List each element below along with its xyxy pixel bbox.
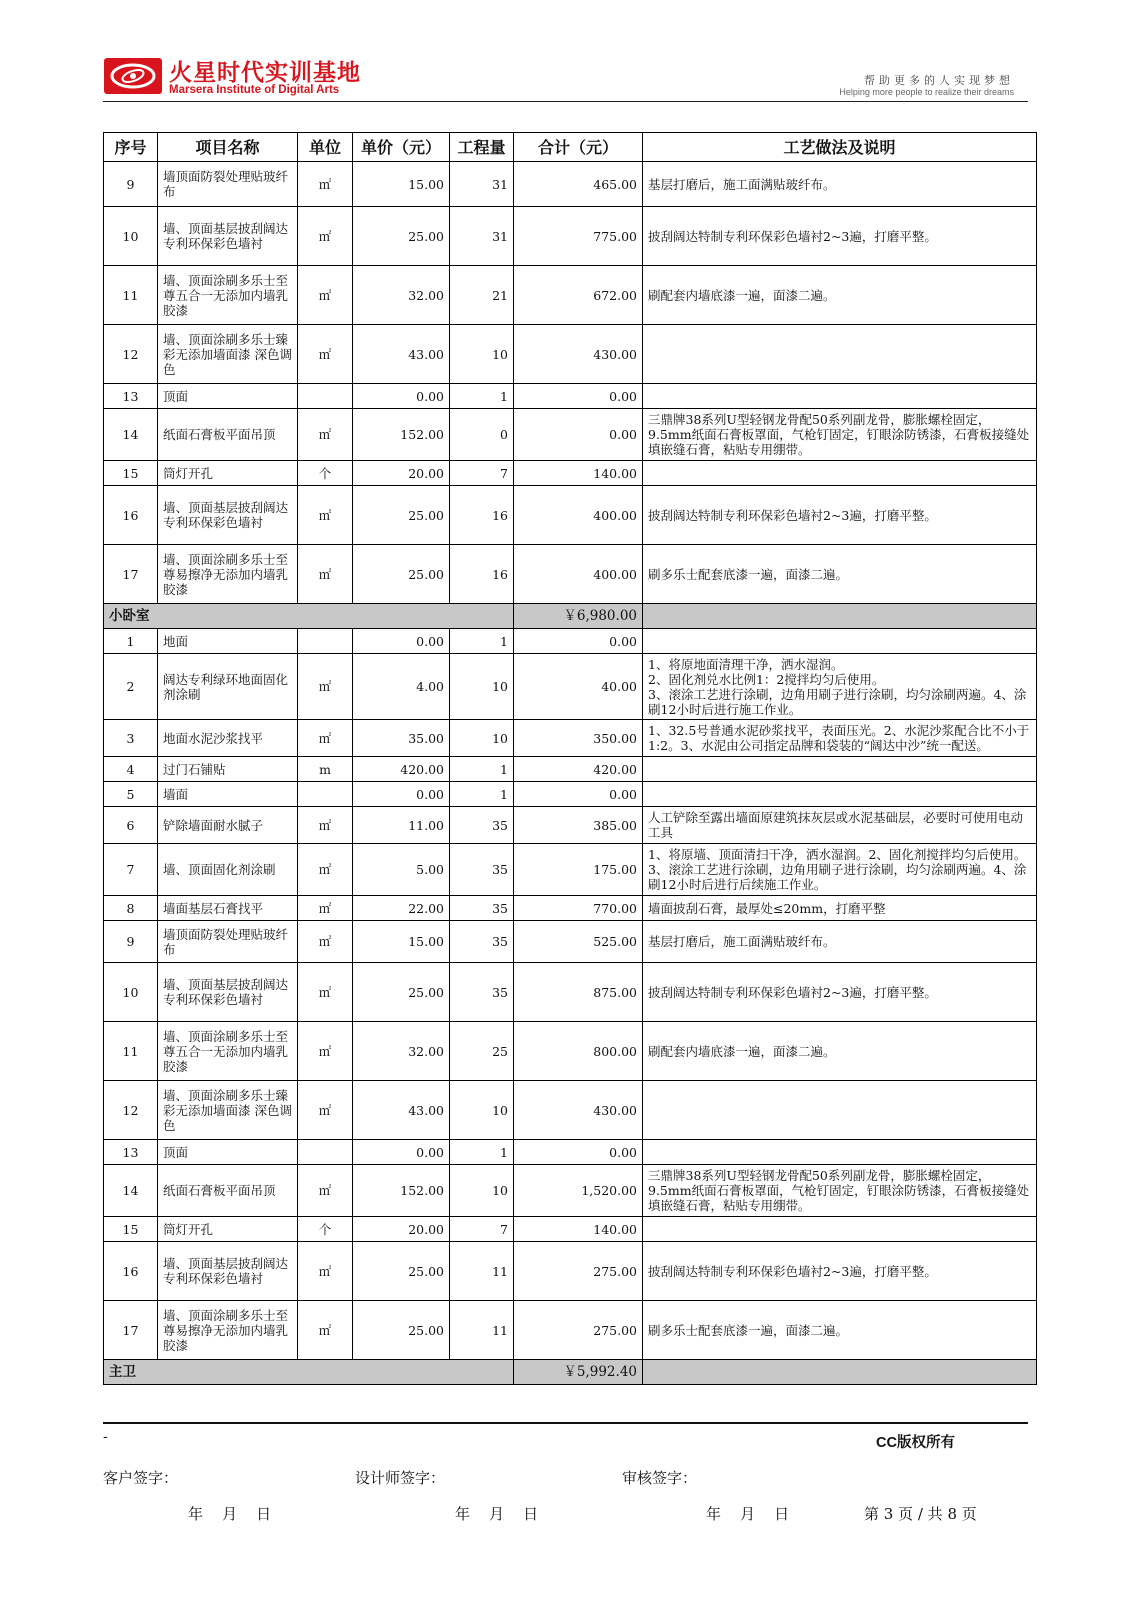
row-total: 400.00 — [514, 545, 643, 604]
review-signature-label: 审核签字： — [622, 1469, 698, 1487]
row-total: 140.00 — [514, 1217, 643, 1242]
row-item-name: 墙、顶面固化剂涂刷 — [158, 844, 298, 896]
row-unit: 个 — [298, 461, 353, 486]
row-quantity: 11 — [450, 1301, 514, 1360]
row-total: 420.00 — [514, 757, 643, 782]
row-process-note: 1、32.5号普通水泥砂浆找平，表面压光。2、水泥沙浆配合比不小于1:2。3、水泥由公司指定品牌和袋装的“阔达中沙”统一配送。 — [643, 720, 1037, 757]
row-unit-price: 25.00 — [353, 1242, 450, 1301]
row-process-note: 披刮阔达特制专利环保彩色墙衬2~3遍，打磨平整。 — [643, 963, 1037, 1022]
row-unit-price: 20.00 — [353, 461, 450, 486]
row-process-note: 刷配套内墙底漆一遍，面漆二遍。 — [643, 266, 1037, 325]
row-quantity: 35 — [450, 807, 514, 844]
row-total: 40.00 — [514, 654, 643, 720]
row-index: 3 — [104, 720, 158, 757]
row-process-note: 刷多乐士配套底漆一遍，面漆二遍。 — [643, 1301, 1037, 1360]
row-index: 11 — [104, 1022, 158, 1081]
row-unit-price: 32.00 — [353, 1022, 450, 1081]
table-row — [104, 486, 1037, 545]
row-item-name: 顶面 — [158, 1140, 298, 1165]
table-row — [104, 545, 1037, 604]
table-row — [104, 844, 1037, 896]
row-item-name: 地面水泥沙浆找平 — [158, 720, 298, 757]
row-item-name: 墙、顶面涂刷多乐士臻彩无添加墙面漆 深色调色 — [158, 1081, 298, 1140]
row-unit: ㎡ — [298, 1022, 353, 1081]
row-unit: ㎡ — [298, 409, 353, 461]
row-index: 12 — [104, 325, 158, 384]
row-process-note: 基层打磨后，施工面满贴玻纤布。 — [643, 162, 1037, 207]
row-total: 275.00 — [514, 1301, 643, 1360]
row-unit-price: 43.00 — [353, 1081, 450, 1140]
row-item-name: 筒灯开孔 — [158, 461, 298, 486]
row-unit-price: 4.00 — [353, 654, 450, 720]
row-process-note — [643, 629, 1037, 654]
page-number: 第 3 页 / 共 8 页 — [864, 1505, 977, 1523]
row-unit-price: 15.00 — [353, 921, 450, 963]
brand-name-cn: 火星时代实训基地 — [169, 60, 361, 86]
row-total: 140.00 — [514, 461, 643, 486]
row-item-name: 墙、顶面涂刷多乐士至尊五合一无添加内墙乳胶漆 — [158, 266, 298, 325]
row-index: 7 — [104, 844, 158, 896]
table-row — [104, 461, 1037, 486]
row-unit-price: 15.00 — [353, 162, 450, 207]
row-quantity: 21 — [450, 266, 514, 325]
table-row — [104, 654, 1037, 720]
row-quantity: 31 — [450, 162, 514, 207]
row-total: 1,520.00 — [514, 1165, 643, 1217]
header-divider — [103, 101, 1028, 102]
row-index: 15 — [104, 461, 158, 486]
row-item-name: 墙、顶面基层披刮阔达专利环保彩色墙衬 — [158, 207, 298, 266]
row-quantity: 16 — [450, 486, 514, 545]
row-item-name: 筒灯开孔 — [158, 1217, 298, 1242]
row-unit-price: 0.00 — [353, 1140, 450, 1165]
table-row — [104, 807, 1037, 844]
table-row — [104, 384, 1037, 409]
row-index: 10 — [104, 963, 158, 1022]
row-quantity: 1 — [450, 1140, 514, 1165]
row-unit-price: 25.00 — [353, 963, 450, 1022]
row-quantity: 1 — [450, 629, 514, 654]
row-process-note: 刷多乐士配套底漆一遍，面漆二遍。 — [643, 545, 1037, 604]
row-unit-price: 11.00 — [353, 807, 450, 844]
row-quantity: 11 — [450, 1242, 514, 1301]
section-label: 主卫 — [104, 1360, 514, 1385]
row-quantity: 10 — [450, 1165, 514, 1217]
section-blank — [643, 604, 1037, 629]
row-unit: ㎡ — [298, 963, 353, 1022]
row-total: 430.00 — [514, 1081, 643, 1140]
row-quantity: 16 — [450, 545, 514, 604]
table-row — [104, 963, 1037, 1022]
row-unit-price: 35.00 — [353, 720, 450, 757]
row-total: 350.00 — [514, 720, 643, 757]
row-index: 14 — [104, 409, 158, 461]
row-process-note: 1、将原地面清理干净，洒水湿润。 2、固化剂兑水比例1：2搅拌均匀后使用。 3、滚涂工艺进行涂刷，边角用刷子进行涂刷，均匀涂刷两遍。4、涂刷12小时后进行施工作业。 — [643, 654, 1037, 720]
row-unit: m — [298, 757, 353, 782]
row-process-note — [643, 782, 1037, 807]
section-subtotal-row — [104, 1360, 1037, 1385]
row-process-note: 1、将原墙、顶面清扫干净，洒水湿润。2、固化剂搅拌均匀后使用。3、滚涂工艺进行涂刷，边角用刷子进行涂刷，均匀涂刷两遍。4、涂刷12小时后进行后续施工作业。 — [643, 844, 1037, 896]
row-unit-price: 152.00 — [353, 409, 450, 461]
row-item-name: 墙、顶面基层披刮阔达专利环保彩色墙衬 — [158, 1242, 298, 1301]
row-unit-price: 22.00 — [353, 896, 450, 921]
row-process-note: 三鼎牌38系列U型轻钢龙骨配50系列副龙骨，膨胀螺栓固定，9.5mm纸面石膏板罩面，气枪钉固定，钉眼涂防锈漆，石膏板接缝处填嵌缝石膏，粘贴专用绷带。 — [643, 409, 1037, 461]
row-process-note — [643, 1217, 1037, 1242]
row-process-note — [643, 1140, 1037, 1165]
row-quantity: 35 — [450, 921, 514, 963]
row-total: 400.00 — [514, 486, 643, 545]
table-row — [104, 1165, 1037, 1217]
section-total: ￥6,980.00 — [514, 604, 643, 629]
row-index: 16 — [104, 486, 158, 545]
row-total: 175.00 — [514, 844, 643, 896]
row-unit: ㎡ — [298, 1165, 353, 1217]
row-process-note: 墙面披刮石膏，最厚处≤20mm，打磨平整 — [643, 896, 1037, 921]
row-total: 770.00 — [514, 896, 643, 921]
row-unit: ㎡ — [298, 807, 353, 844]
footer-dash: - — [103, 1429, 108, 1445]
quotation-table — [103, 132, 1037, 1385]
row-unit: ㎡ — [298, 325, 353, 384]
row-unit-price: 25.00 — [353, 486, 450, 545]
row-item-name: 墙、顶面涂刷多乐士至尊易擦净无添加内墙乳胶漆 — [158, 545, 298, 604]
row-process-note: 披刮阔达特制专利环保彩色墙衬2~3遍，打磨平整。 — [643, 1242, 1037, 1301]
row-index: 17 — [104, 1301, 158, 1360]
row-total: 275.00 — [514, 1242, 643, 1301]
row-quantity: 7 — [450, 461, 514, 486]
table-row — [104, 720, 1037, 757]
row-unit — [298, 384, 353, 409]
row-process-note — [643, 1081, 1037, 1140]
table-row — [104, 1217, 1037, 1242]
row-quantity: 0 — [450, 409, 514, 461]
row-unit: 个 — [298, 1217, 353, 1242]
row-process-note — [643, 757, 1037, 782]
table-row — [104, 162, 1037, 207]
row-total: 430.00 — [514, 325, 643, 384]
section-blank — [643, 1360, 1037, 1385]
table-row — [104, 629, 1037, 654]
row-index: 12 — [104, 1081, 158, 1140]
row-unit — [298, 629, 353, 654]
table-row — [104, 409, 1037, 461]
table-header-row — [104, 133, 1037, 162]
row-unit-price: 25.00 — [353, 1301, 450, 1360]
customer-date: 年 月 日 — [188, 1505, 272, 1523]
row-process-note — [643, 384, 1037, 409]
row-item-name: 墙、顶面涂刷多乐士臻彩无添加墙面漆 深色调色 — [158, 325, 298, 384]
row-unit-price: 5.00 — [353, 844, 450, 896]
row-total: 0.00 — [514, 409, 643, 461]
page-header — [103, 50, 1028, 106]
row-index: 10 — [104, 207, 158, 266]
brand-name-en: Marsera Institute of Digital Arts — [169, 84, 340, 96]
row-process-note: 三鼎牌38系列U型轻钢龙骨配50系列副龙骨，膨胀螺栓固定，9.5mm纸面石膏板罩面，气枪钉固定，钉眼涂防锈漆，石膏板接缝处填嵌缝石膏，粘贴专用绷带。 — [643, 1165, 1037, 1217]
footer-divider — [103, 1422, 1028, 1424]
row-process-note: 人工铲除至露出墙面原建筑抹灰层或水泥基础层，必要时可使用电动工具 — [643, 807, 1037, 844]
row-process-note: 披刮阔达特制专利环保彩色墙衬2~3遍，打磨平整。 — [643, 207, 1037, 266]
table-row — [104, 1022, 1037, 1081]
row-index: 8 — [104, 896, 158, 921]
row-unit-price: 25.00 — [353, 545, 450, 604]
row-index: 4 — [104, 757, 158, 782]
section-label: 小卧室 — [104, 604, 514, 629]
row-unit-price: 25.00 — [353, 207, 450, 266]
row-quantity: 1 — [450, 757, 514, 782]
row-unit-price: 0.00 — [353, 384, 450, 409]
row-index: 9 — [104, 921, 158, 963]
row-index: 14 — [104, 1165, 158, 1217]
review-date: 年 月 日 — [706, 1505, 790, 1523]
row-item-name: 纸面石膏板平面吊顶 — [158, 1165, 298, 1217]
row-quantity: 1 — [450, 782, 514, 807]
row-quantity: 10 — [450, 720, 514, 757]
row-total: 0.00 — [514, 1140, 643, 1165]
section-subtotal-row — [104, 604, 1037, 629]
row-index: 13 — [104, 384, 158, 409]
header-quantity: 工程量 — [450, 133, 514, 162]
row-unit: ㎡ — [298, 1081, 353, 1140]
row-unit-price: 152.00 — [353, 1165, 450, 1217]
row-process-note: 刷配套内墙底漆一遍，面漆二遍。 — [643, 1022, 1037, 1081]
row-quantity: 25 — [450, 1022, 514, 1081]
table-row — [104, 1301, 1037, 1360]
header-item-name: 项目名称 — [158, 133, 298, 162]
row-index: 16 — [104, 1242, 158, 1301]
row-unit: ㎡ — [298, 545, 353, 604]
row-quantity: 1 — [450, 384, 514, 409]
customer-signature-label: 客户签字： — [103, 1469, 179, 1487]
row-item-name: 墙、顶面基层披刮阔达专利环保彩色墙衬 — [158, 963, 298, 1022]
row-unit-price: 0.00 — [353, 629, 450, 654]
row-item-name: 墙、顶面基层披刮阔达专利环保彩色墙衬 — [158, 486, 298, 545]
row-unit: ㎡ — [298, 720, 353, 757]
marsera-logo-icon — [103, 56, 163, 96]
table-row — [104, 896, 1037, 921]
row-quantity: 10 — [450, 654, 514, 720]
row-unit: ㎡ — [298, 486, 353, 545]
row-item-name: 顶面 — [158, 384, 298, 409]
row-unit: ㎡ — [298, 654, 353, 720]
header-unit-price: 单价（元） — [353, 133, 450, 162]
row-total: 0.00 — [514, 384, 643, 409]
row-unit-price: 420.00 — [353, 757, 450, 782]
row-unit: ㎡ — [298, 921, 353, 963]
row-unit — [298, 1140, 353, 1165]
row-item-name: 墙、顶面涂刷多乐士至尊五合一无添加内墙乳胶漆 — [158, 1022, 298, 1081]
row-item-name: 铲除墙面耐水腻子 — [158, 807, 298, 844]
row-unit: ㎡ — [298, 162, 353, 207]
row-index: 6 — [104, 807, 158, 844]
row-process-note: 披刮阔达特制专利环保彩色墙衬2~3遍，打磨平整。 — [643, 486, 1037, 545]
table-row — [104, 782, 1037, 807]
row-total: 0.00 — [514, 629, 643, 654]
row-quantity: 35 — [450, 963, 514, 1022]
table-row — [104, 757, 1037, 782]
header-total: 合计（元） — [514, 133, 643, 162]
row-process-note — [643, 461, 1037, 486]
row-quantity: 31 — [450, 207, 514, 266]
row-item-name: 地面 — [158, 629, 298, 654]
row-quantity: 10 — [450, 1081, 514, 1140]
row-unit-price: 20.00 — [353, 1217, 450, 1242]
table-row — [104, 921, 1037, 963]
row-index: 1 — [104, 629, 158, 654]
table-row — [104, 266, 1037, 325]
slogan-en: Helping more people to realize their dreams — [839, 87, 1014, 97]
table-body — [104, 162, 1037, 1385]
row-quantity: 35 — [450, 896, 514, 921]
row-quantity: 10 — [450, 325, 514, 384]
row-process-note — [643, 325, 1037, 384]
table-row — [104, 1081, 1037, 1140]
row-unit: ㎡ — [298, 207, 353, 266]
row-unit: ㎡ — [298, 896, 353, 921]
table-row — [104, 325, 1037, 384]
row-total: 775.00 — [514, 207, 643, 266]
row-item-name: 墙面 — [158, 782, 298, 807]
row-item-name: 过门石铺贴 — [158, 757, 298, 782]
row-unit-price: 0.00 — [353, 782, 450, 807]
row-index: 17 — [104, 545, 158, 604]
row-total: 875.00 — [514, 963, 643, 1022]
section-total: ￥5,992.40 — [514, 1360, 643, 1385]
row-item-name: 墙顶面防裂处理贴玻纤布 — [158, 162, 298, 207]
row-total: 385.00 — [514, 807, 643, 844]
header-process-notes: 工艺做法及说明 — [643, 133, 1037, 162]
designer-signature-label: 设计师签字： — [355, 1469, 446, 1487]
row-index: 2 — [104, 654, 158, 720]
row-unit: ㎡ — [298, 1242, 353, 1301]
row-item-name: 墙、顶面涂刷多乐士至尊易擦净无添加内墙乳胶漆 — [158, 1301, 298, 1360]
copyright-text: CC版权所有 — [876, 1435, 955, 1451]
row-process-note: 基层打磨后，施工面满贴玻纤布。 — [643, 921, 1037, 963]
slogan-cn: 帮助更多的人实现梦想 — [864, 74, 1014, 87]
row-total: 465.00 — [514, 162, 643, 207]
table-row — [104, 1140, 1037, 1165]
row-total: 0.00 — [514, 782, 643, 807]
header-unit: 单位 — [298, 133, 353, 162]
row-item-name: 墙顶面防裂处理贴玻纤布 — [158, 921, 298, 963]
designer-date: 年 月 日 — [455, 1505, 539, 1523]
row-unit — [298, 782, 353, 807]
header-index: 序号 — [104, 133, 158, 162]
row-total: 525.00 — [514, 921, 643, 963]
table-row — [104, 1242, 1037, 1301]
row-unit-price: 43.00 — [353, 325, 450, 384]
row-item-name: 阔达专利绿环地面固化剂涂刷 — [158, 654, 298, 720]
row-unit-price: 32.00 — [353, 266, 450, 325]
row-index: 15 — [104, 1217, 158, 1242]
row-index: 11 — [104, 266, 158, 325]
row-index: 9 — [104, 162, 158, 207]
row-index: 13 — [104, 1140, 158, 1165]
row-unit: ㎡ — [298, 266, 353, 325]
row-item-name: 纸面石膏板平面吊顶 — [158, 409, 298, 461]
row-quantity: 7 — [450, 1217, 514, 1242]
row-total: 800.00 — [514, 1022, 643, 1081]
row-unit: ㎡ — [298, 1301, 353, 1360]
row-index: 5 — [104, 782, 158, 807]
row-quantity: 35 — [450, 844, 514, 896]
row-unit: ㎡ — [298, 844, 353, 896]
row-total: 672.00 — [514, 266, 643, 325]
row-item-name: 墙面基层石膏找平 — [158, 896, 298, 921]
table-row — [104, 207, 1037, 266]
